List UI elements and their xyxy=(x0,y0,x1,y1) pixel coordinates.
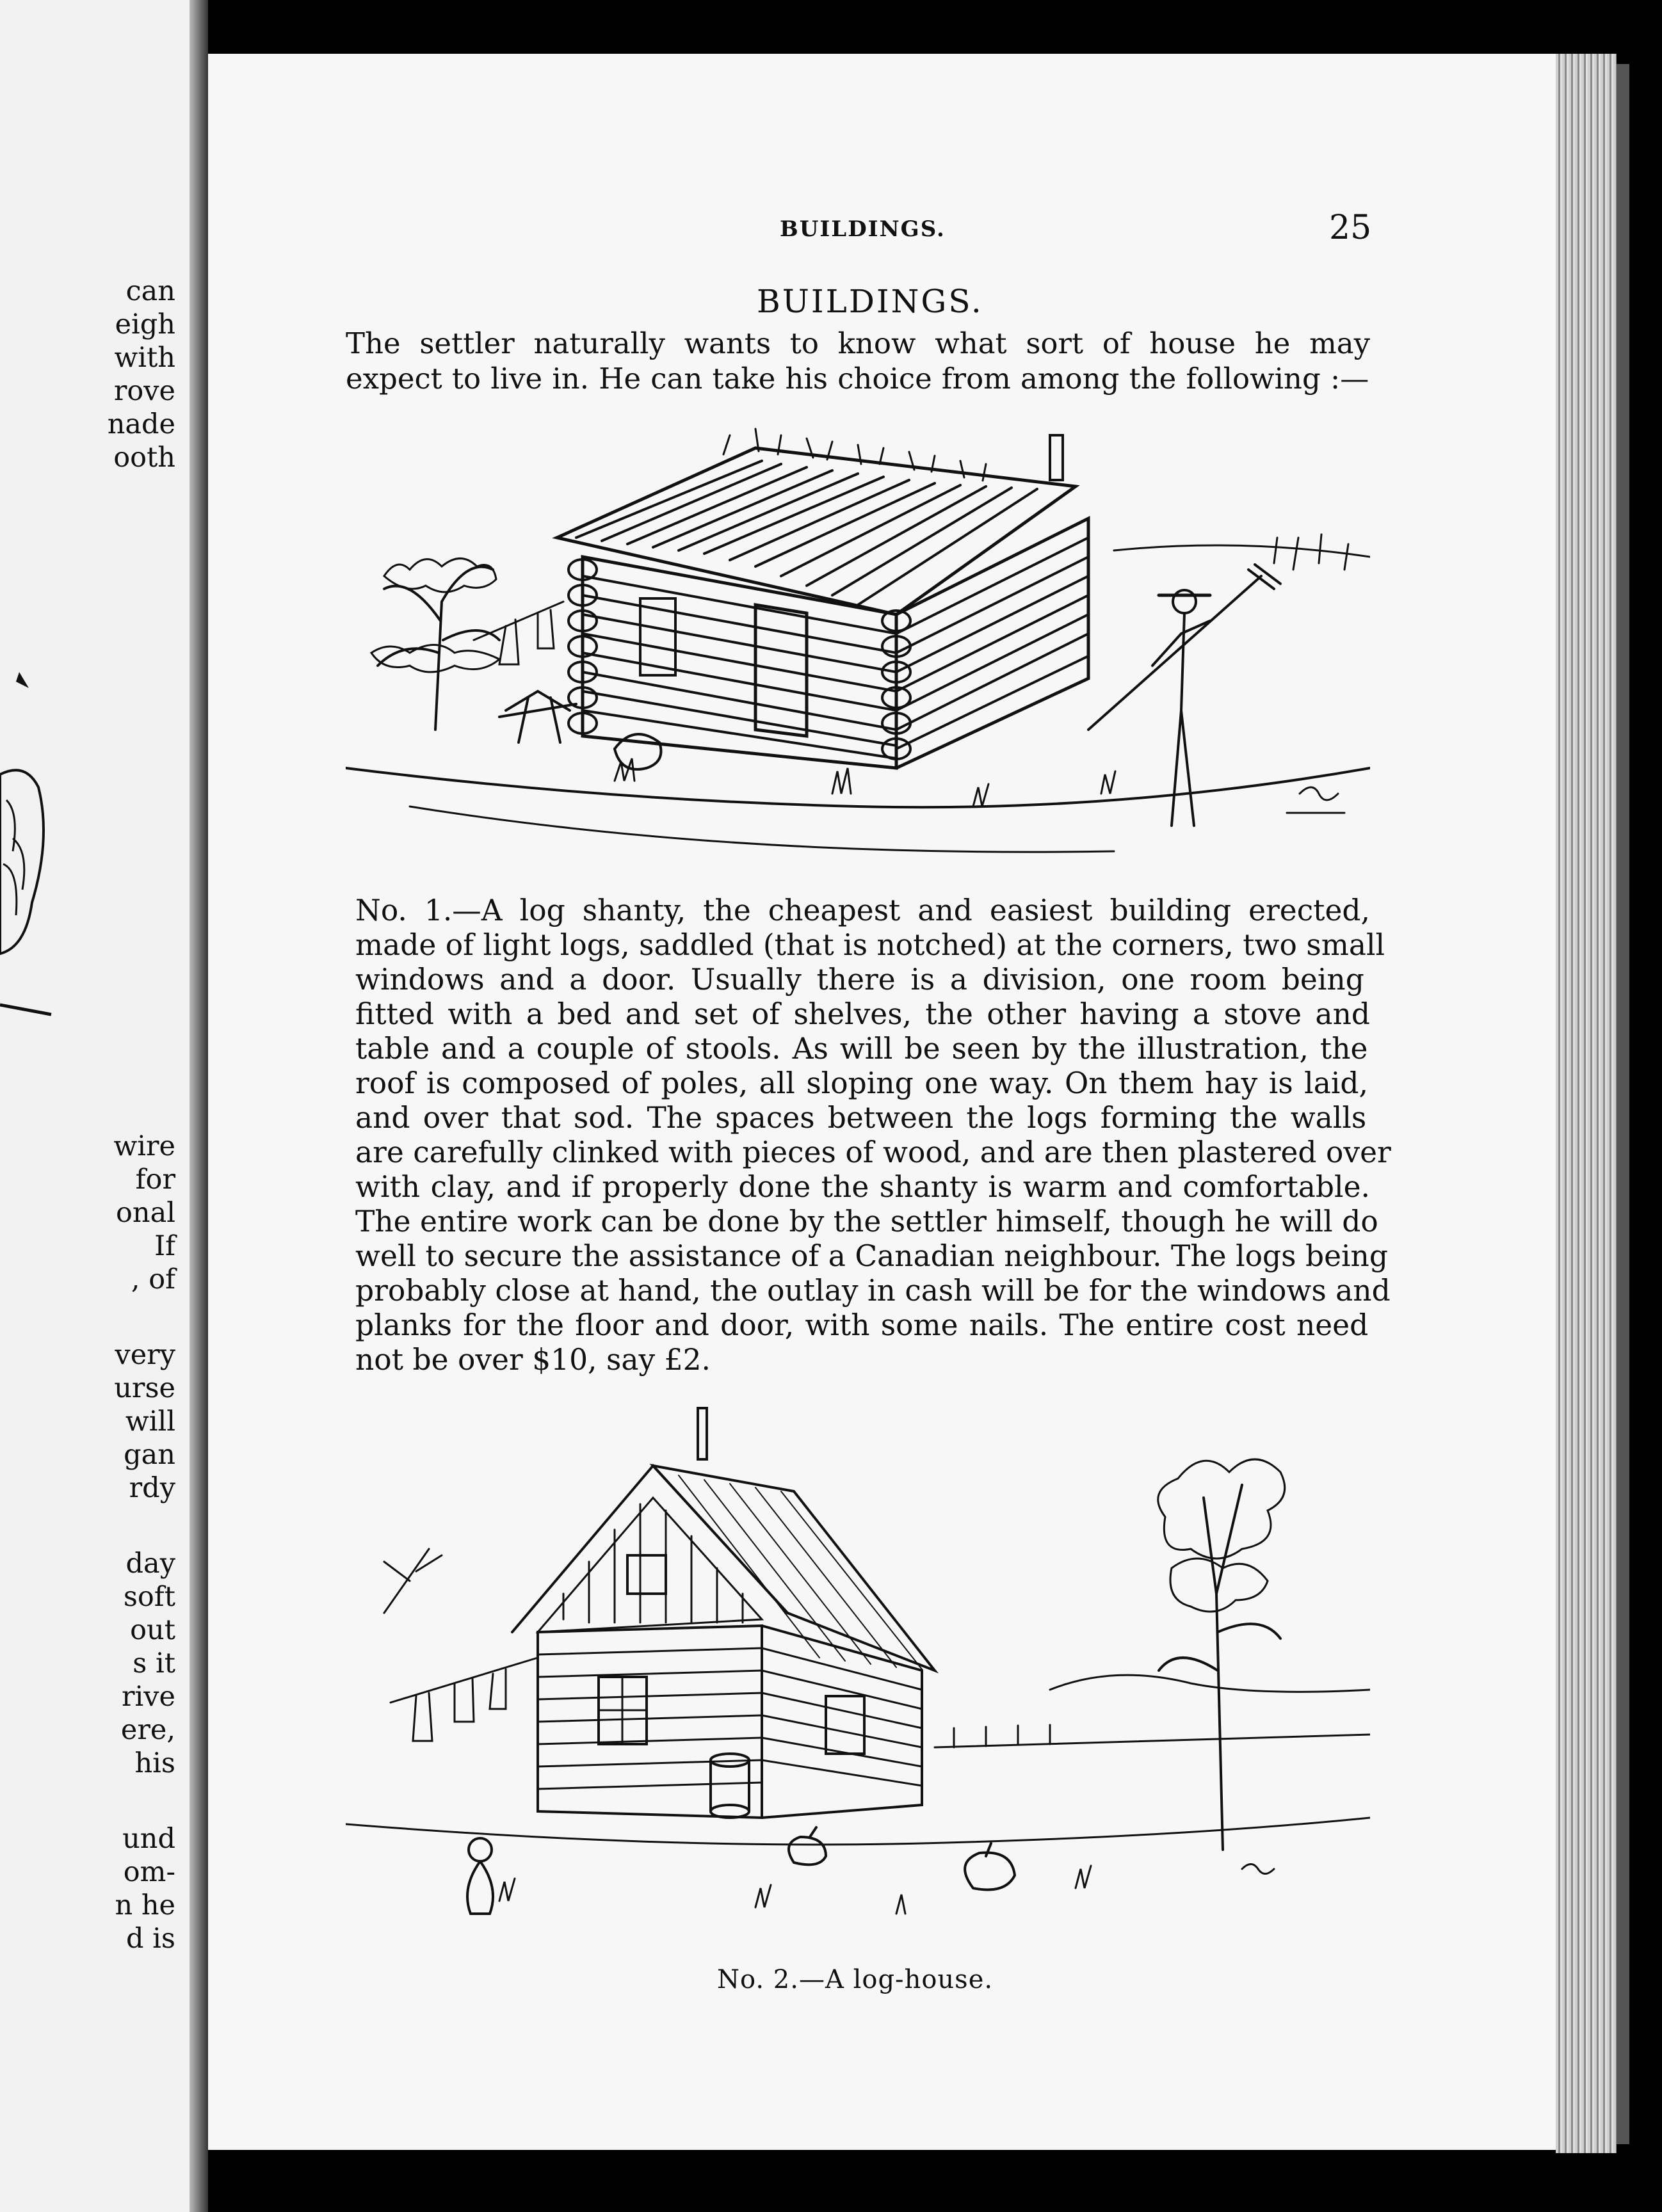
figure-log-shanty xyxy=(346,410,1370,883)
intro-line: The settler naturally wants to know what sort of house he may xyxy=(346,326,1370,360)
left-page-fragment: with xyxy=(114,342,175,374)
body-line: with clay, and if properly done the shanty is warm and comfortable. xyxy=(355,1170,1370,1204)
body-line: made of light logs, saddled (that is notched) at the corners, two small xyxy=(355,928,1385,962)
left-page-fragment: , of xyxy=(131,1263,175,1295)
left-page-fragment: d is xyxy=(125,1923,175,1955)
body-line: are carefully clinked with pieces of wood, and are then plastered over xyxy=(355,1135,1391,1169)
body-line: probably close at hand, the outlay in cash will be for the windows and xyxy=(355,1274,1391,1308)
left-page-fragment: his xyxy=(134,1747,175,1779)
left-page-fragment: ooth xyxy=(113,442,175,474)
left-page-fragment: s it xyxy=(133,1647,175,1679)
figure-log-house xyxy=(346,1402,1370,1946)
left-page-fragment: day xyxy=(125,1548,175,1580)
body-line: not be over $10, say £2. xyxy=(355,1343,711,1377)
figure-caption: No. 2.—A log-house. xyxy=(717,1965,994,1994)
intro-line: expect to live in. He can take his choice from among the following :— xyxy=(346,362,1369,396)
left-page-fragment: ere, xyxy=(120,1714,175,1746)
left-page-fragment: can xyxy=(125,275,175,307)
page-stack-shadow xyxy=(1617,64,1629,2144)
body-line: table and a couple of stools. As will be seen by the illustration, the xyxy=(355,1032,1368,1066)
left-page-fragment: out xyxy=(130,1614,175,1646)
body-line: No. 1.—A log shanty, the cheapest and easiest building erected, xyxy=(355,894,1370,927)
body-line: well to secure the assistance of a Canadian neighbour. The logs being xyxy=(355,1239,1388,1273)
left-page-fragment: gan xyxy=(124,1439,175,1471)
body-line: planks for the floor and door, with some nails. The entire cost need xyxy=(355,1308,1369,1342)
left-page-fragment: und xyxy=(122,1823,175,1855)
left-page-illustration-fragment xyxy=(0,646,190,1043)
body-line: fitted with a bed and set of shelves, the other having a stove and xyxy=(355,997,1370,1031)
left-page-fragment: soft xyxy=(123,1581,175,1613)
body-line: windows and a door. Usually there is a division, one room being xyxy=(355,963,1364,997)
section-title: BUILDINGS. xyxy=(757,283,983,320)
left-page-fragment: onal xyxy=(116,1197,175,1229)
left-page-fragment: wire xyxy=(113,1130,175,1162)
left-page-fragment: n he xyxy=(115,1889,175,1921)
left-page-fragment: rive xyxy=(121,1681,175,1713)
left-page-fragment: om- xyxy=(123,1856,175,1888)
left-page-fragment: rove xyxy=(113,375,175,407)
body-line: roof is composed of poles, all sloping one way. On them hay is laid, xyxy=(355,1066,1368,1100)
left-page-fragment: for xyxy=(135,1164,175,1196)
book-gutter xyxy=(190,0,208,2212)
page-number: 25 xyxy=(1329,209,1372,247)
left-page-fragment: very xyxy=(115,1339,175,1371)
left-page-fragment: urse xyxy=(114,1372,175,1404)
left-page-fragment: rdy xyxy=(129,1472,175,1504)
running-head: BUILDINGS. xyxy=(780,216,946,242)
body-line: and over that sod. The spaces between the logs forming the walls xyxy=(355,1101,1367,1135)
left-page-fragment: nade xyxy=(107,408,175,440)
body-line: The entire work can be done by the settler himself, though he will do xyxy=(355,1205,1378,1238)
left-page-fragment: eigh xyxy=(115,309,175,341)
left-page-fragment: If xyxy=(154,1230,175,1262)
page-stack-edge xyxy=(1556,54,1617,2153)
left-page-edge xyxy=(0,0,190,2212)
left-page-fragment: will xyxy=(125,1406,175,1438)
